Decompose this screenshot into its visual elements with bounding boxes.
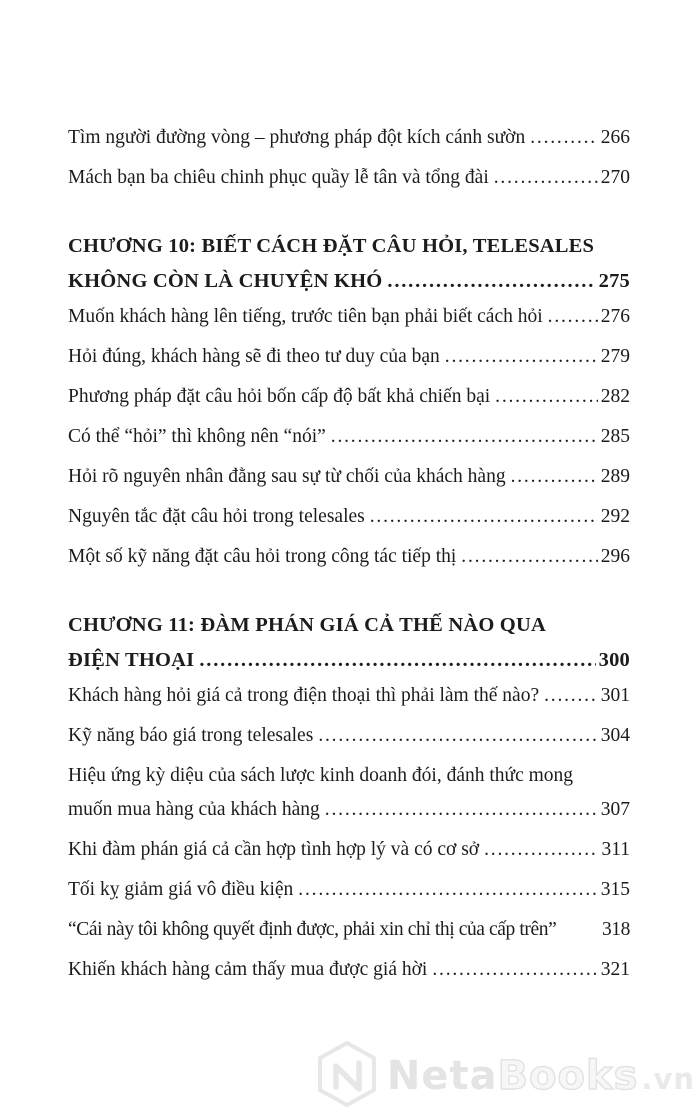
entry-title: Có thể “hỏi” thì không nên “nói” bbox=[68, 426, 326, 447]
entry-title: Khi đàm phán giá cả cần hợp tình hợp lý và có cơ sở bbox=[68, 839, 480, 860]
chapter-section-11 bbox=[68, 608, 630, 983]
entry-title: Hiệu ứng kỳ diệu của sách lược kinh doanh đói, đánh thức mong bbox=[68, 765, 574, 786]
dot-leader bbox=[370, 504, 598, 530]
page-number: 321 bbox=[600, 959, 630, 980]
dot-leader bbox=[511, 464, 598, 490]
entry-title: Mách bạn ba chiêu chinh phục quầy lễ tân và tổng đài bbox=[68, 167, 489, 188]
toc-entry bbox=[68, 344, 630, 370]
page-number: 301 bbox=[600, 685, 630, 706]
dot-leader bbox=[495, 384, 598, 410]
toc-entry bbox=[68, 165, 630, 191]
page-number: 315 bbox=[600, 879, 630, 900]
page-number: 292 bbox=[600, 506, 630, 527]
netabooks-watermark bbox=[316, 1040, 695, 1112]
dot-leader bbox=[461, 544, 597, 570]
dot-leader bbox=[325, 797, 598, 823]
page-number: 296 bbox=[600, 546, 630, 567]
page-number: 275 bbox=[598, 270, 630, 292]
toc-entry bbox=[68, 957, 630, 983]
dot-leader bbox=[548, 304, 598, 330]
watermark-brand-vn: .vn bbox=[641, 1062, 695, 1096]
toc-entry-line1 bbox=[68, 763, 630, 789]
entry-title: Hỏi đúng, khách hàng sẽ đi theo tư duy của bạn bbox=[68, 346, 440, 367]
dot-leader bbox=[484, 837, 598, 863]
chapter-heading-line1 bbox=[68, 608, 630, 643]
entry-title: Khách hàng hỏi giá cả trong điện thoại thì phải làm thế nào? bbox=[68, 685, 540, 706]
toc-entry bbox=[68, 837, 630, 863]
toc-entry bbox=[68, 877, 630, 903]
page-number: 282 bbox=[600, 386, 630, 407]
page-number: 307 bbox=[600, 799, 630, 820]
page-number: 285 bbox=[600, 426, 630, 447]
entry-title: Nguyên tắc đặt câu hỏi trong telesales bbox=[68, 506, 365, 527]
chapter-title: CHƯƠNG 10: BIẾT CÁCH ĐẶT CÂU HỎI, TELESALES bbox=[68, 235, 595, 257]
entry-title: Muốn khách hàng lên tiếng, trước tiên bạn phải biết cách hỏi bbox=[68, 306, 543, 327]
toc-entry bbox=[68, 917, 630, 943]
page-number: 311 bbox=[601, 839, 630, 860]
entry-title: “Cái này tôi không quyết định được, phải xin chỉ thị của cấp trên” bbox=[68, 919, 557, 940]
page-number: 318 bbox=[601, 919, 630, 940]
page-number: 279 bbox=[600, 346, 630, 367]
dot-leader bbox=[199, 643, 595, 678]
page-number: 266 bbox=[600, 127, 630, 148]
entry-title: muốn mua hàng của khách hàng bbox=[68, 799, 320, 820]
dot-leader bbox=[331, 424, 598, 450]
toc-entry-twoline bbox=[68, 763, 630, 823]
toc-entry bbox=[68, 504, 630, 530]
toc-entry bbox=[68, 304, 630, 330]
toc-entry-line2 bbox=[68, 797, 630, 823]
page-number: 304 bbox=[600, 725, 630, 746]
chapter-title: ĐIỆN THOẠI bbox=[68, 649, 195, 671]
toc-entry bbox=[68, 125, 630, 151]
dot-leader bbox=[298, 877, 597, 903]
dot-leader bbox=[318, 723, 597, 749]
chapter-title: KHÔNG CÒN LÀ CHUYỆN KHÓ bbox=[68, 270, 383, 292]
page-number: 270 bbox=[600, 167, 630, 188]
dot-leader bbox=[530, 125, 598, 151]
watermark-text bbox=[387, 1053, 695, 1099]
dot-leader bbox=[432, 957, 597, 983]
netabooks-logo-icon bbox=[316, 1040, 378, 1112]
page-number: 289 bbox=[600, 466, 630, 487]
chapter-heading-line2 bbox=[68, 264, 630, 299]
entry-title: Kỹ năng báo giá trong telesales bbox=[68, 725, 314, 746]
entry-title: Tối kỵ giảm giá vô điều kiện bbox=[68, 879, 294, 900]
toc-entry bbox=[68, 723, 630, 749]
dot-leader bbox=[544, 683, 598, 709]
dot-leader bbox=[494, 165, 598, 191]
dot-leader bbox=[445, 344, 598, 370]
chapter-heading-line1 bbox=[68, 229, 630, 264]
entry-title: Khiến khách hàng cảm thấy mua được giá hời bbox=[68, 959, 428, 980]
chapter-title: CHƯƠNG 11: ĐÀM PHÁN GIÁ CẢ THẾ NÀO QUA bbox=[68, 614, 546, 636]
entry-title: Một số kỹ năng đặt câu hỏi trong công tác tiếp thị bbox=[68, 546, 457, 567]
entry-title: Tìm người đường vòng – phương pháp đột kích cánh sườn bbox=[68, 127, 526, 148]
toc-entry bbox=[68, 384, 630, 410]
page-number: 300 bbox=[598, 649, 630, 671]
watermark-brand-neta: Neta bbox=[386, 1053, 498, 1099]
toc-entry bbox=[68, 424, 630, 450]
entry-title: Hỏi rõ nguyên nhân đằng sau sự từ chối của khách hàng bbox=[68, 466, 506, 487]
chapter-heading-line2 bbox=[68, 643, 630, 678]
chapter-section-10 bbox=[68, 229, 630, 570]
page-number: 276 bbox=[600, 306, 630, 327]
toc-entry bbox=[68, 544, 630, 570]
dot-leader bbox=[387, 264, 595, 299]
toc-entry bbox=[68, 683, 630, 709]
entry-title: Phương pháp đặt câu hỏi bốn cấp độ bất khả chiến bại bbox=[68, 386, 491, 407]
toc-entry bbox=[68, 464, 630, 490]
watermark-brand-books: Books bbox=[497, 1053, 639, 1099]
